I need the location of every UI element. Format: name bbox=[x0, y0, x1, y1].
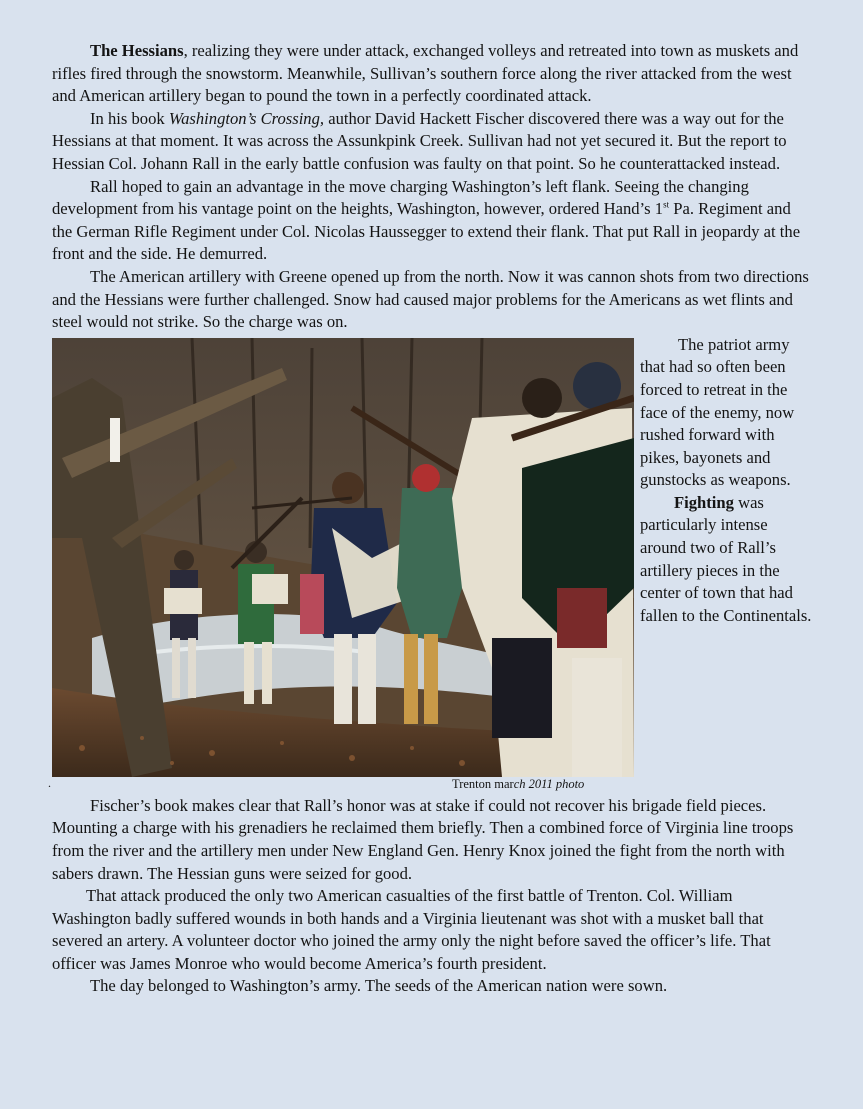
paragraph-2-text: author David Hackett Fischer discovered there was a way out for the Hessians at that moment. It was across the Assunkpink Creek. Sullivan had not yet secured it. But the report to Hessian Col. Johann Rall in the early battle confusion was faulty on that point. So he counterattacked instead. bbox=[52, 108, 787, 173]
photo-caption-row bbox=[48, 775, 813, 795]
paragraph-1 bbox=[52, 40, 813, 108]
paragraph-2 bbox=[52, 108, 813, 176]
paragraph-4 bbox=[52, 266, 813, 334]
caption-plain: Trenton mar bbox=[452, 776, 514, 791]
book-title: Washington’s Crossing, bbox=[168, 108, 325, 128]
paragraph-2-start: In his book bbox=[90, 108, 169, 128]
photo-illustration bbox=[52, 338, 634, 777]
paragraph-7-text: Fischer’s book makes clear that Rall’s honor was at stake if could not recover his brigade field pieces. Mounting a charge with his grenadiers he reclaimed them briefly. Then a combined force of Virginia line troops from the river and the artillery men under New England Gen. Henry Knox joined the fight from the north with sabers drawn. The Hessian guns were seized for good. bbox=[52, 795, 794, 883]
reenactment-photo bbox=[52, 338, 634, 777]
lead-in-hessians: The Hessians bbox=[90, 41, 184, 60]
paragraph-8-text: That attack produced the only two American casualties of the first battle of Trenton. Col. William Washington badly suffered wounds in both hands and a Virginia lieutenant was shot with a musket ball that severed an artery. A volunteer doctor who joined the army only the night before saved the officer’s life. That officer was James Monroe who would become America’s fourth president. bbox=[52, 886, 771, 973]
stray-dot: . bbox=[48, 775, 51, 790]
paragraph-3-text-b: Pa. Regiment and the German Rifle Regiment under Col. Nicolas Haussegger to extend their flank. That put Rall in jeopardy at the front and the side. He demurred. bbox=[52, 199, 801, 264]
paragraph-3 bbox=[52, 176, 813, 266]
paragraph-7 bbox=[52, 795, 813, 885]
ordinal-superscript: st bbox=[663, 199, 670, 210]
paragraph-8 bbox=[52, 885, 813, 975]
paragraph-1-text: , realizing they were under attack, exchanged volleys and retreated into town as muskets and rifles fired through the snowstorm. Meanwhile, Sullivan’s southern force along the river attacked from the west and American artillery began to pound the town in a perfectly coordinated attack. bbox=[52, 41, 799, 106]
paragraph-4-text: The American artillery with Greene opened up from the north. Now it was cannon shots from two directions and the Hessians were further challenged. Snow had caused major problems for the Americans as wet flints and steel would not strike. So the charge was on. bbox=[52, 266, 809, 332]
paragraph-9 bbox=[52, 975, 813, 998]
paragraph-5-text: The patriot army that had so often been forced to retreat in the face of the enemy, now rushed forward with pikes, bayonets and gunstocks as weapons. bbox=[640, 334, 795, 490]
lead-in-fighting: Fighting bbox=[674, 492, 734, 512]
paragraph-6-text: was particularly intense around two of Rall’s artillery pieces in the center of town that had fallen to the Continentals. bbox=[640, 492, 812, 625]
photo-caption bbox=[452, 775, 584, 793]
paragraph-3-text-a: Rall hoped to gain an advantage in the move charging Washington’s left flank. Seeing the changing development from his vantage point on the heights, Washington, however, ordered Hand’s 1 bbox=[52, 176, 749, 219]
paragraph-9-text: The day belonged to Washington’s army. The seeds of the American nation were sown. bbox=[90, 976, 668, 996]
caption-italic: ch 2011 photo bbox=[513, 776, 585, 791]
